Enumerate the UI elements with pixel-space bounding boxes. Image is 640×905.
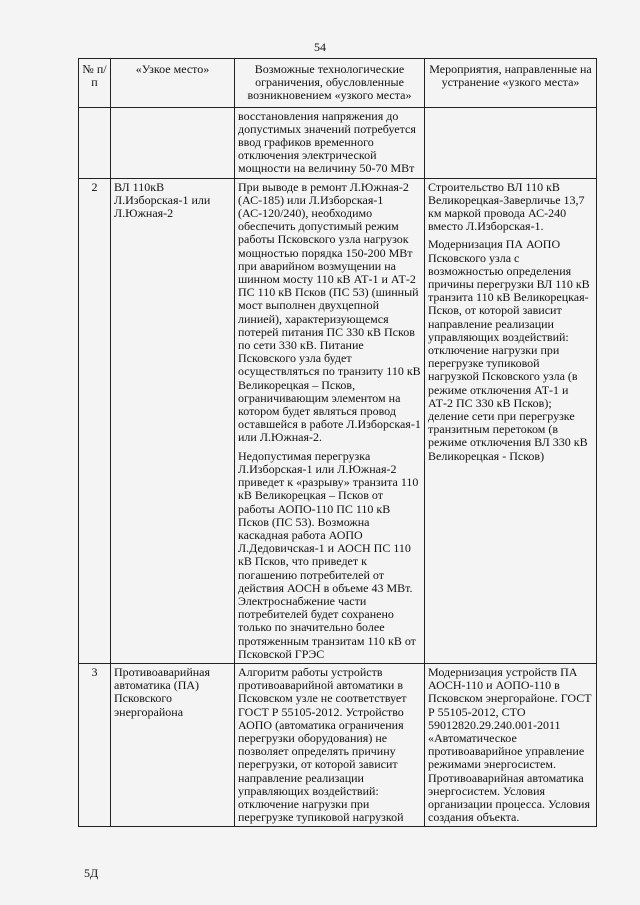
table-row-2 — [79, 178, 597, 663]
row3-num: 3 — [79, 663, 111, 826]
row2-limitations-p1: При выводе в ремонт Л.Южная-2 (АС-185) или Л.Изборская-1 (АС-120/240), необходимо обеспечить допустимый режим работы Псковского узла нагрузок мощностью порядка 150-200 МВт при аварийном возмущении на шинном мосту 110 кВ АТ-1 и АТ-2 ПС 110 кВ Псков (ПС 53) (шинный мост выполнен двухцепной линией), характеризующемся потерей питания ПС 330 кВ Псков по сети 330 кВ. Питание Псковского узла будет осуществляться по транзиту 110 кВ Великорецкая – Псков, ограничивающим элементом на котором будет являться провод оставшейся в работе Л.Изборская-1 или Л.Южная-2. — [238, 179, 421, 445]
row3-limitations — [235, 663, 425, 826]
row3-bottleneck: Противоаварийная автоматика (ПА) Псковского энергорайона — [111, 663, 235, 826]
row1-limitations-p1: восстановления напряжения до допустимых значений потребуется ввод графиков временного отключения электрической мощности на величину 50-70 МВт — [238, 108, 416, 176]
header-limitations: Возможные технологические ограничения, обусловленные возникновением «узкого места» — [235, 59, 425, 108]
row1-num — [79, 107, 111, 178]
header-bottleneck: «Узкое место» — [111, 59, 235, 108]
bottleneck-table — [78, 58, 597, 827]
row3-limitations-p1: Алгоритм работы устройств противоаварийной автоматики в Псковском узле не соответствует ГОСТ Р 55105-2012. Устройство АОПО (автоматика ограничения перегрузки оборудования) не позволяет определять причину перегрузки, от которой зависит направление реализации управляющих воздействий: отключение нагрузки при перегрузке тупиковой нагрузкой — [238, 664, 407, 825]
table-row-continued — [79, 107, 597, 178]
table-header-row — [79, 59, 597, 108]
row1-measures — [425, 107, 597, 178]
row2-bottleneck: ВЛ 110кВ Л.Изборская-1 или Л.Южная-2 — [111, 178, 235, 663]
header-measures: Мероприятия, направленные на устранение «узкого места» — [425, 59, 597, 108]
row2-limitations — [235, 178, 425, 663]
header-num: № п/п — [79, 59, 111, 108]
row3-measures — [425, 663, 597, 826]
row2-measures-p1: Строительство ВЛ 110 кВ Великорецкая-Заверличье 13,7 км маркой провода АС-240 вместо Л.Изборская-1. — [428, 179, 585, 234]
footer-mark: 5Д — [84, 866, 99, 880]
row2-measures — [425, 178, 597, 663]
row2-measures-p2: Модернизация ПА АОПО Псковского узла с возможностью определения причины перегрузки ВЛ 110 кВ транзита 110 кВ Великорецкая-Псков, от которой зависит направление реализации управляющих воздействий: отключение нагрузки при перегрузке тупиковой нагрузкой Псковского узла (в режиме отключения АТ-1 и АТ-2 ПС 330 кВ Псков); деление сети при перегрузке транзитным перетоком (в режиме отключения ВЛ 330 кВ Великорецкая - Псков) — [428, 237, 590, 463]
row3-measures-p1: Модернизация устройств ПА АОСН-110 и АОПО-110 в Псковском энергорайоне. ГОСТ Р 55105-2012, СТО 59012820.29.240.001-2011 «Автоматическое противоаварийное управление режимами энергосистем. Противоаварийная автоматика энергосистем. Условия организации процесса. Условия создания объекта. — [428, 664, 592, 825]
row1-limitations — [235, 107, 425, 178]
page-number: 54 — [314, 40, 326, 54]
row1-bottleneck — [111, 107, 235, 178]
row2-num: 2 — [79, 178, 111, 663]
table-row-3 — [79, 663, 597, 826]
row2-limitations-p2: Недопустимая перегрузка Л.Изборская-1 или Л.Южная-2 приведет к «разрыву» транзита 110 кВ Великорецкая – Псков от работы АОПО-110 ПС 110 кВ Псков (ПС 53). Возможна каскадная работа АОПО Л.Дедовичская-1 и АОСН ПС 110 кВ Псков, что приведет к погашению потребителей от действия АОСН в объеме 43 МВт. Электроснабжение части потребителей будет сохранено только по значительно более протяженным транзитам 110 кВ от Псковской ГРЭС — [238, 448, 419, 661]
